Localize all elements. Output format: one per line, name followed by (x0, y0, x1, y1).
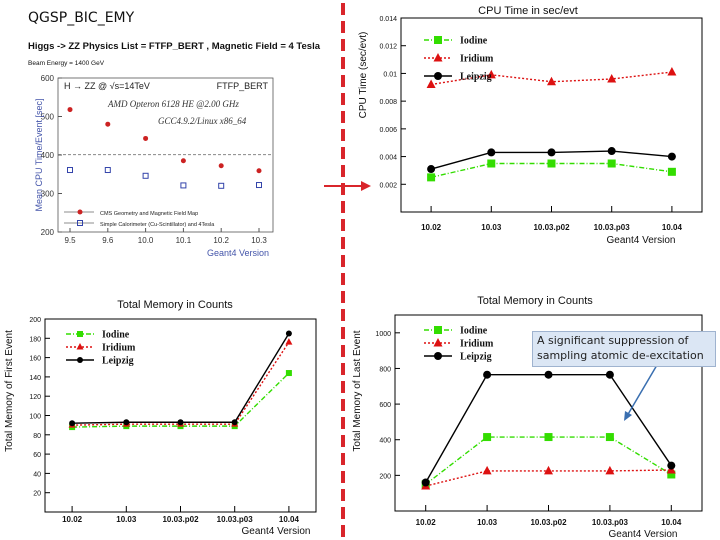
data-point-iodine (427, 173, 435, 181)
y-tick-label: 400 (40, 151, 54, 160)
legend-marker (78, 210, 83, 215)
x-tick-label: 10.1 (175, 236, 192, 245)
y-tick-label: 0.008 (379, 99, 397, 107)
data-point-leipzig (123, 419, 129, 425)
data-point-leipzig (668, 153, 676, 161)
charts-layer (4, 5, 702, 540)
y-tick-label: 400 (379, 437, 391, 445)
x-tick-label: 10.03.p03 (216, 515, 253, 524)
data-point-leipzig (232, 419, 238, 425)
annotation-text: A significant suppression of sampling atomic de-excitation (537, 334, 704, 362)
data-point-leipzig (178, 419, 184, 425)
mem1-chart (4, 299, 316, 537)
ref-chart (28, 41, 321, 258)
data-point (105, 122, 110, 127)
y-tick-label: 60 (33, 452, 41, 460)
x-tick-label: 10.03.p02 (530, 518, 567, 527)
y-tick-label: 800 (379, 366, 391, 374)
y-tick-label: 200 (29, 317, 41, 324)
legend-label: Iodine (102, 329, 130, 341)
x-tick-label: 10.02 (421, 223, 442, 232)
ref-subheader: Beam Energy = 1400 GeV (28, 60, 105, 67)
y-tick-label: 180 (29, 336, 41, 344)
x-tick-label: 10.0 (137, 236, 154, 245)
data-point-leipzig (286, 330, 292, 336)
y-tick-label: 120 (29, 394, 41, 402)
x-tick-label: 10.03.p03 (593, 223, 630, 232)
data-point-iodine (608, 160, 616, 168)
legend-label: Iridium (102, 342, 136, 354)
legend-marker (434, 72, 442, 80)
data-point-leipzig (545, 371, 553, 379)
y-axis-label: Total Memory of Last Event (352, 330, 363, 452)
y-axis-label: Total Memory of First Event (4, 330, 15, 452)
y-axis-label: CPU Time (sec/evt) (358, 31, 369, 119)
data-point-leipzig (487, 148, 495, 156)
data-point (257, 168, 262, 173)
slide-title: QGSP_BIC_EMY (28, 10, 135, 26)
x-tick-label: 9.6 (102, 236, 114, 245)
x-tick-label: 10.04 (661, 518, 682, 527)
y-tick-label: 500 (40, 112, 54, 122)
y-tick-label: 600 (379, 402, 391, 410)
data-point-leipzig (606, 371, 614, 379)
x-axis-label: Geant4 Version (206, 248, 270, 258)
x-tick-label: 9.5 (64, 236, 76, 245)
data-point-leipzig (422, 478, 430, 486)
y-tick-label: 40 (33, 471, 41, 479)
data-point (143, 136, 148, 141)
y-tick-label: 200 (40, 228, 54, 237)
x-tick-label: 10.02 (62, 515, 83, 524)
data-point-leipzig (427, 165, 435, 173)
data-point-iodine (668, 168, 676, 176)
x-tick-label: 10.03 (481, 223, 502, 232)
ref-annotation: AMD Opteron 6128 HE @2.00 GHz (108, 99, 239, 109)
y-tick-label: 300 (40, 189, 54, 199)
data-point-iodine (545, 433, 553, 441)
y-tick-label: 0.012 (379, 43, 397, 51)
y-tick-label: 600 (40, 74, 54, 83)
legend-label: Iridium (460, 338, 494, 350)
y-tick-label: 20 (33, 490, 41, 498)
y-tick-label: 80 (33, 432, 41, 440)
x-axis-label: Geant4 Version (608, 529, 678, 540)
legend-label: Iridium (460, 53, 494, 65)
x-tick-label: 10.03.p02 (162, 515, 199, 524)
y-tick-label: 160 (29, 355, 41, 363)
x-tick-label: 10.2 (213, 236, 229, 245)
x-tick-label: 10.3 (251, 236, 267, 245)
x-tick-label: 10.04 (278, 515, 299, 524)
y-tick-label: 0.002 (379, 182, 397, 190)
chart-title: Total Memory in Counts (477, 295, 593, 307)
legend-marker (434, 36, 442, 44)
y-tick-label: 0.004 (379, 154, 397, 162)
data-point (219, 163, 224, 168)
ref-title-left: H → ZZ @ √s=14TeV (64, 81, 150, 91)
y-tick-label: 0.014 (379, 16, 397, 23)
y-tick-label: 0.006 (379, 126, 397, 134)
data-point (181, 158, 186, 163)
y-tick-label: 200 (379, 473, 391, 481)
legend-label: Iodine (460, 35, 488, 47)
data-point-iodine (487, 160, 495, 168)
chart-title: Total Memory in Counts (117, 299, 233, 311)
y-tick-label: 1000 (375, 330, 391, 338)
x-axis-label: Geant4 Version (241, 526, 311, 537)
x-tick-label: 10.04 (661, 223, 682, 232)
legend-marker (434, 326, 442, 334)
legend-label: Iodine (460, 325, 488, 337)
data-point (68, 107, 73, 112)
legend-label: Simple Calorimeter (Cu-Scintillator) and 4Tesla (100, 222, 215, 228)
y-tick-label: 140 (29, 374, 41, 382)
x-tick-label: 10.03 (477, 518, 498, 527)
legend-label: Leipzig (460, 351, 492, 363)
ref-title-right: FTFP_BERT (216, 81, 268, 91)
x-tick-label: 10.03 (116, 515, 137, 524)
data-point-iodine (483, 433, 491, 441)
ref-header: Higgs -> ZZ Physics List = FTFP_BERT , Magnetic Field = 4 Tesla (28, 41, 321, 52)
y-tick-label: 100 (29, 413, 41, 421)
legend-marker (77, 331, 83, 337)
legend-label: Leipzig (460, 71, 492, 83)
y-tick-label: 0.01 (383, 71, 397, 79)
x-tick-label: 10.03.p03 (591, 518, 628, 527)
legend-label: Leipzig (102, 355, 134, 367)
ref-annotation: GCC4.9.2/Linux x86_64 (158, 116, 247, 126)
legend-marker (434, 352, 442, 360)
data-point-leipzig (667, 462, 675, 470)
cpu-chart (358, 5, 702, 246)
data-point-leipzig (548, 148, 556, 156)
x-axis-label: Geant4 Version (606, 235, 676, 246)
data-point-leipzig (483, 371, 491, 379)
plot-frame (45, 319, 316, 512)
red-arrowhead (361, 181, 371, 191)
chart-title: CPU Time in sec/evt (478, 5, 578, 17)
y-axis-label: Mean CPU Time/Event [sec] (34, 98, 44, 212)
legend-label: CMS Geometry and Magnetic Field Map (100, 211, 199, 217)
data-point-iodine (606, 433, 614, 441)
plot-frame (401, 18, 702, 212)
data-point-iodine (286, 370, 292, 376)
data-point-leipzig (69, 420, 75, 426)
data-point-leipzig (608, 147, 616, 155)
data-point-iodine (548, 160, 556, 168)
x-tick-label: 10.03.p02 (533, 223, 570, 232)
x-tick-label: 10.02 (415, 518, 436, 527)
legend-marker (77, 357, 83, 363)
